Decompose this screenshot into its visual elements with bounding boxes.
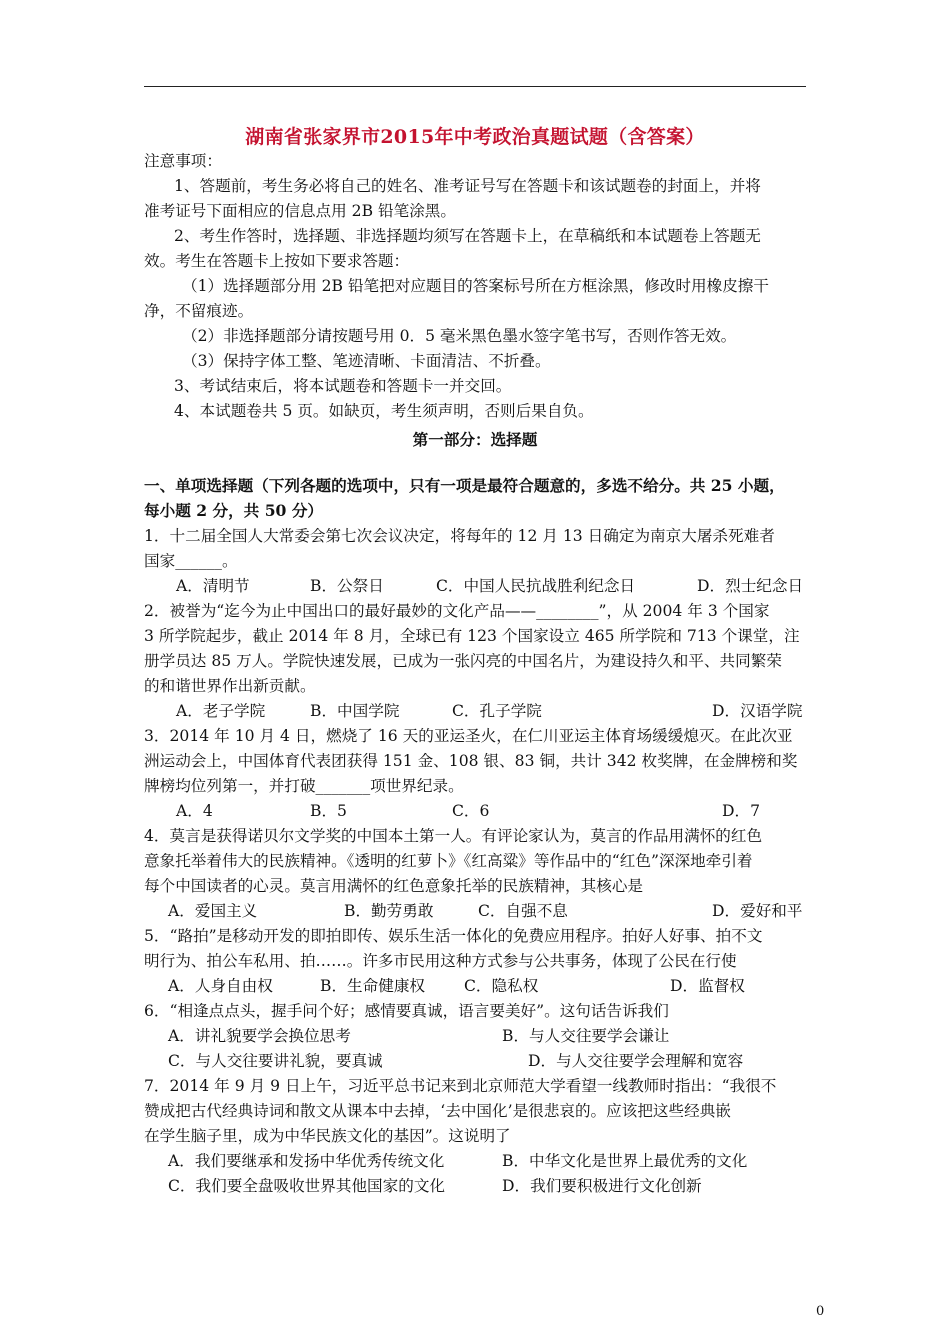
- q5-line-1: 5．“路拍”是移动开发的即拍即传、娱乐生活一体化的免费应用程序。拍好人好事、拍不文: [144, 927, 763, 945]
- q4-line-3: 每个中国读者的心灵。莫言用满怀的红色意象托举的民族精神，其核心是: [144, 877, 644, 895]
- q5-line-2: 明行为、拍公车私用、拍……。许多市民用这种方式参与公共事务，体现了公民在行使: [144, 952, 737, 970]
- instruction-line-1: 一、单项选择题（下列各题的选项中，只有一项是最符合题意的，多选不给分。共 25 小题，: [144, 476, 785, 495]
- q1-option-b: B．公祭日: [310, 577, 384, 595]
- page-number: 0: [816, 1304, 825, 1319]
- note-sub-2: （2）非选择题部分请按题号用 0．5 毫米黑色墨水签字笔书写，否则作答无效。: [182, 327, 737, 345]
- q3-option-c: C．6: [452, 802, 490, 820]
- note-3: 3、考试结束后，将本试题卷和答题卡一并交回。: [174, 377, 512, 395]
- q7-line-2: 赞成把古代经典诗词和散文从课本中去掉，‘去中国化’是很悲哀的。应该把这些经典嵌: [144, 1102, 731, 1120]
- q3-line-3: 牌榜均位列第一，并打破_______项世界纪录。: [144, 777, 464, 795]
- q7-line-1: 7．2014 年 9 月 9 日上午，习近平总书记来到北京师范大学看望一线教师时指出：“我很不: [144, 1077, 777, 1095]
- q3-line-1: 3．2014 年 10 月 4 日，燃烧了 16 天的亚运圣火，在仁川亚运主体育场缓缓熄灭。在此次亚: [144, 727, 793, 745]
- note-1b: 准考证号下面相应的信息点用 2B 铅笔涂黑。: [144, 202, 456, 220]
- q3-line-2: 洲运动会上，中国体育代表团获得 151 金、108 银、83 铜，共计 342 枚奖牌，在金牌榜和奖: [144, 752, 798, 770]
- q7-option-c: C．我们要全盘吸收世界其他国家的文化: [168, 1177, 446, 1195]
- q2-line-4: 的和谐世界作出新贡献。: [144, 677, 316, 695]
- q4-option-b: B．勤劳勇敢: [344, 902, 434, 920]
- q2-option-d: D．汉语学院: [712, 702, 803, 720]
- q5-option-c: C．隐私权: [464, 977, 539, 995]
- q7-option-a: A．我们要继承和发扬中华优秀传统文化: [168, 1152, 445, 1170]
- q2-option-c: C．孔子学院: [452, 702, 542, 720]
- q1-option-d: D．烈士纪念日: [697, 577, 804, 595]
- note-2b: 效。考生在答题卡上按如下要求答题：: [144, 252, 410, 270]
- q7-option-d: D．我们要积极进行文化创新: [502, 1177, 702, 1195]
- instruction-line-2: 每小题 2 分，共 50 分）: [144, 501, 324, 520]
- q5-option-b: B．生命健康权: [320, 977, 426, 995]
- note-sub-1a: （1）选择题部分用 2B 铅笔把对应题目的答案标号所在方框涂黑，修改时用橡皮擦干: [182, 277, 769, 295]
- q4-line-1: 4．莫言是获得诺贝尔文学奖的中国本土第一人。有评论家认为，莫言的作品用满怀的红色: [144, 827, 763, 845]
- note-sub-3: （3）保持字体工整、笔迹清晰、卡面清洁、不折叠。: [182, 352, 551, 370]
- section-heading: 第一部分：选择题: [412, 430, 538, 449]
- notes-heading: 注意事项：: [144, 152, 222, 170]
- q4-line-2: 意象托举着伟大的民族精神。《透明的红萝卜》《红高粱》等作品中的“红色”深深地牵引着: [144, 852, 753, 870]
- q4-option-a: A．爱国主义: [168, 902, 258, 920]
- q5-option-a: A．人身自由权: [168, 977, 273, 995]
- note-sub-1b: 净，不留痕迹。: [144, 302, 254, 320]
- q7-line-3: 在学生脑子里，成为中华民族文化的基因”。这说明了: [144, 1127, 511, 1145]
- q1-line-2: 国家______。: [144, 552, 238, 570]
- document-title: 湖南省张家界市2015年中考政治真题试题（含答案）: [245, 126, 705, 148]
- q2-line-2: 3 所学院起步，截止 2014 年 8 月，全球已有 123 个国家设立 465 所学院和 713 个课堂，注: [144, 627, 800, 645]
- q2-option-b: B．中国学院: [310, 702, 400, 720]
- q3-option-a: A．4: [176, 802, 213, 820]
- q5-option-d: D．监督权: [670, 977, 745, 995]
- q2-option-a: A．老子学院: [176, 702, 266, 720]
- q6-option-b: B．与人交往要学会谦让: [502, 1027, 670, 1045]
- q7-option-b: B．中华文化是世界上最优秀的文化: [502, 1152, 748, 1170]
- q3-option-b: B．5: [310, 802, 347, 820]
- header-rule: [144, 86, 806, 87]
- q1-option-a: A．清明节: [176, 577, 250, 595]
- q6-option-c: C．与人交往要讲礼貌，要真诚: [168, 1052, 383, 1070]
- q2-line-1: 2．被誉为“迄今为止中国出口的最好最妙的文化产品——________”，从 2004 年 3 个国家: [144, 602, 770, 620]
- q4-option-c: C．自强不息: [478, 902, 568, 920]
- note-1a: 1、答题前，考生务必将自己的姓名、准考证号写在答题卡和该试题卷的封面上，并将: [174, 177, 761, 195]
- note-2a: 2、考生作答时，选择题、非选择题均须写在答题卡上，在草稿纸和本试题卷上答题无: [174, 227, 761, 245]
- q1-line-1: 1．十二届全国人大常委会第七次会议决定，将每年的 12 月 13 日确定为南京大屠杀死难者: [144, 527, 775, 545]
- q2-line-3: 册学员达 85 万人。学院快速发展，已成为一张闪亮的中国名片，为建设持久和平、共同繁荣: [144, 652, 782, 670]
- q3-option-d: D．7: [722, 802, 761, 820]
- q6-option-a: A．讲礼貌要学会换位思考: [168, 1027, 351, 1045]
- q1-option-c: C．中国人民抗战胜利纪念日: [436, 577, 636, 595]
- q4-option-d: D．爱好和平: [712, 902, 803, 920]
- note-4: 4、本试题卷共 5 页。如缺页，考生须声明，否则后果自负。: [174, 402, 594, 420]
- q6-line-1: 6．“相逢点点头，握手问个好；感情要真诚，语言要美好”。这句话告诉我们: [144, 1002, 669, 1020]
- q6-option-d: D．与人交往要学会理解和宽容: [528, 1052, 744, 1070]
